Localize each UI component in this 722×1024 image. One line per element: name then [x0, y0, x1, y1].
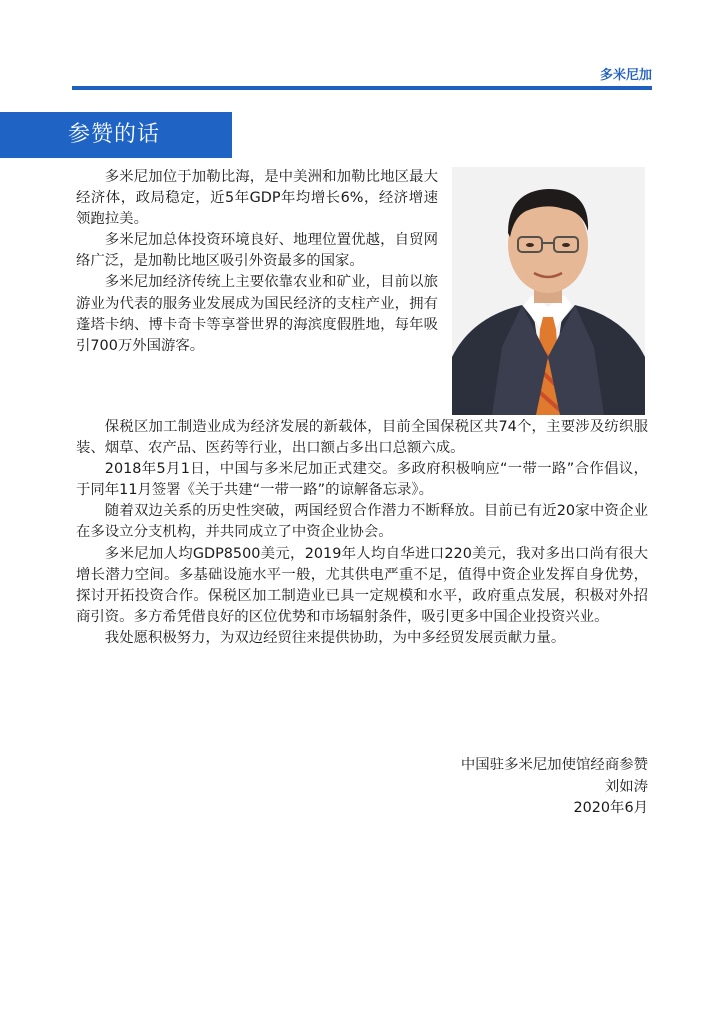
paragraph-2: 多米尼加总体投资环境良好、地理位置优越，自贸网络广泛，是加勒比地区吸引外资最多的国家。 — [76, 232, 438, 270]
signature-office: 中国驻多米尼加使馆经商参赞 — [460, 757, 648, 773]
signature-date: 2020年6月 — [573, 800, 648, 816]
paragraph-1: 多米尼加位于加勒比海，是中美洲和加勒比地区最大经济体，政局稳定，近5年GDP年均增长6%，经济增速领跑拉美。 — [76, 169, 438, 228]
paragraph-7: 多米尼加人均GDP8500美元，2019年人均自华进口220美元，我对多出口尚有很大增长潜力空间。多基础设施水平一般，尤其供电严重不足，值得中资企业发挥自身优势，探讨开拓投资合作。保税区加工制造业已具一定规模和水平，政府重点发展，积极对外招商引资。多方希凭借良好的区位优势和市场辐射条件，吸引更多中国企业投资兴业。 — [76, 545, 648, 625]
signature-name: 刘如涛 — [604, 778, 648, 795]
paragraph-6: 随着双边关系的历史性突破，两国经贸合作潜力不断释放。目前已有近20家中资企业在多设立分支机构，并共同成立了中资企业协会。 — [76, 503, 648, 541]
paragraph-5: 2018年5月1日，中国与多米尼加正式建交。多政府积极响应“一带一路”合作倡议，于同年11月签署《关于共建“一带一路”的谅解备忘录》。 — [76, 461, 648, 499]
counselor-portrait — [452, 167, 645, 415]
paragraph-3: 多米尼加经济传统上主要依靠农业和矿业，目前以旅游业为代表的服务业发展成为国民经济的支柱产业，拥有蓬塔卡纳、博卡奇卡等享誉世界的海滨度假胜地，每年吸引700万外国游客。 — [76, 274, 438, 354]
header-country-label: 多米尼加 — [599, 68, 652, 83]
intro-column-text — [76, 167, 438, 357]
main-body-text — [76, 417, 648, 649]
signature-block — [461, 755, 648, 820]
section-title: 参赞的话 — [0, 112, 232, 158]
paragraph-4: 保税区加工制造业成为经济发展的新载体，目前全国保税区共74个，主要涉及纺织服装、烟草、农产品、医药等行业，出口额占多出口总额六成。 — [76, 419, 648, 457]
header-divider — [72, 86, 652, 90]
paragraph-8: 我处愿积极努力，为双边经贸往来提供协助，为中多经贸发展贡献力量。 — [104, 629, 566, 646]
portrait-photo-icon — [452, 167, 645, 415]
